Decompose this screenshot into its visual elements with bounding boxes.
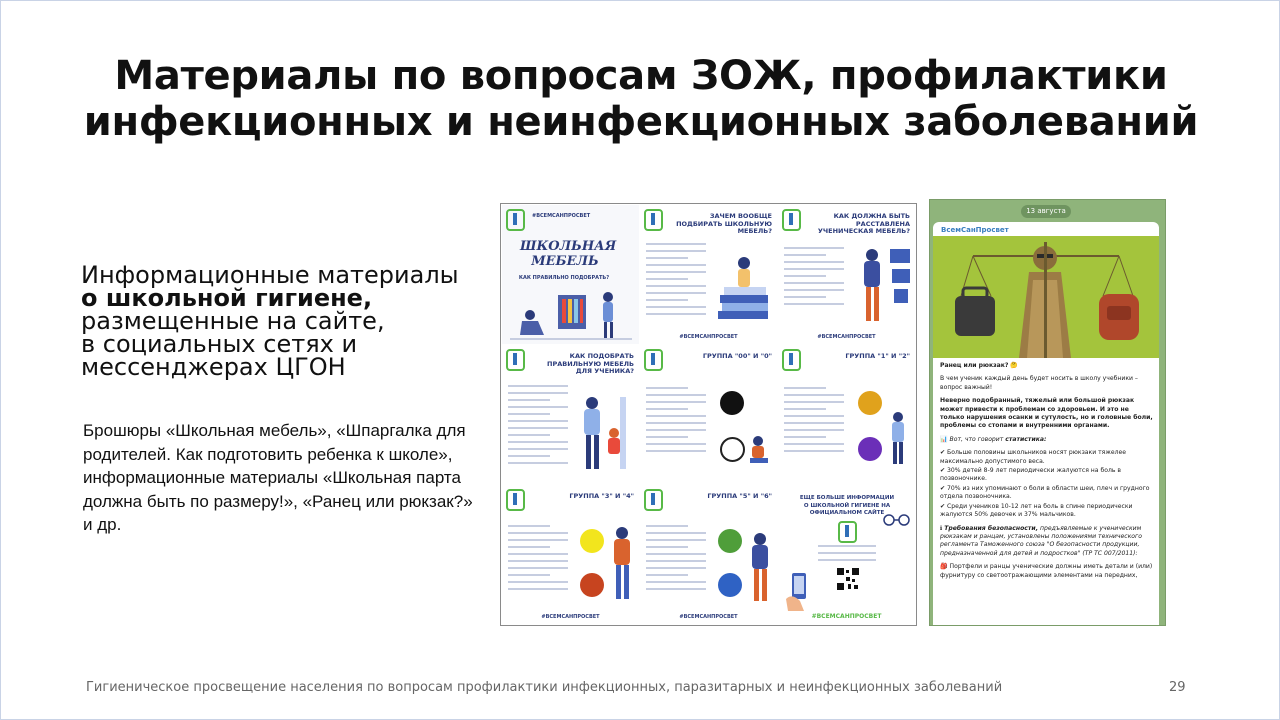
page-heading: ГРУППА "3" И "4" (569, 492, 634, 500)
check-icon: ✔ (940, 502, 946, 510)
page-heading: КАК ДОЛЖНА БЫТЬ РАССТАВЛЕНА УЧЕНИЧЕСКАЯ МЕБЕЛЬ? (817, 212, 910, 235)
page-tag: #ВСЕМСАНПРОСВЕТ (541, 614, 600, 620)
footer-text: Гигиеническое просвещение населения по вопросам профилактики инфекционных, паразитарных и неинфекционных заболеваний (86, 680, 1003, 695)
page-tag: #ВСЕМСАНПРОСВЕТ (811, 613, 882, 620)
page-number: 29 (1169, 680, 1186, 695)
post-text (940, 362, 1154, 585)
lead-line-1: Информационные материалы (81, 261, 459, 289)
page-tag: #ВСЕМСАНПРОСВЕТ (817, 334, 876, 340)
waving-student-illustration (744, 531, 776, 607)
logo-icon (782, 349, 801, 371)
brochure-page-why (640, 205, 777, 344)
backpack-emoji-icon: 🎒 (940, 563, 948, 571)
thinking-emoji-icon: 🤔 (1010, 362, 1018, 369)
color-dot-orange (858, 391, 882, 415)
cover-subtitle: КАК ПРАВИЛЬНО ПОДОБРАТЬ? (518, 275, 610, 281)
books-student-illustration (710, 245, 774, 327)
qr-code-icon (836, 567, 860, 591)
cover-tag: #ВСЕМСАНПРОСВЕТ (532, 213, 591, 219)
page-heading: ЕЩЕ БОЛЬШЕ ИНФОРМАЦИИ О ШКОЛЬНОЙ ГИГИЕНЕ НА ОФИЦИАЛЬНОМ САЙТЕ (799, 495, 895, 516)
logo-icon (644, 489, 663, 511)
slide-title (1, 53, 1280, 145)
measuring-child-illustration (570, 387, 636, 477)
brochure-page-group-3-4 (502, 485, 639, 624)
glasses-icon (882, 513, 912, 527)
brochure-page-arrangement (778, 205, 915, 344)
standing-student-illustration (850, 241, 912, 331)
color-dot-yellow (580, 529, 604, 553)
color-dot-black (720, 391, 744, 415)
phone-hand-icon (784, 571, 812, 611)
brochure-cover (502, 205, 639, 344)
post-paragraph-3-prefix: Вот, что говорит (949, 435, 1006, 443)
date-pill: 13 августа (1021, 205, 1071, 218)
brochure-page-more-info (778, 485, 915, 624)
post-paragraph-5: Портфели и ранцы ученические должны иметь детали и (или) фурнитуру со светоотражающими элементами на передних, (940, 563, 1153, 579)
reading-children-illustration (510, 285, 632, 341)
color-dot-blue (718, 573, 742, 597)
logo-icon (506, 489, 525, 511)
post-paragraph-1: В чем ученик каждый день будет носить в школу учебники – вопрос важный! (940, 375, 1138, 391)
bullet-3: 70% из них упоминают о боли в области шеи, плеч и грудного отдела позвоночника. (940, 484, 1150, 501)
logo-icon (644, 349, 663, 371)
bullet-2: 30% детей 8-9 лет периодически жалуются на боль в позвоночнике. (940, 467, 1121, 483)
logo-icon (782, 209, 801, 231)
post-paragraph-2: Неверно подобранный, тяжелый или большой рюкзак может привести к проблемам со здоровьем. И это не только нарушения осанки и сутулость, но и головные боли, проблемы со стопами и внутренними органами. (940, 397, 1153, 430)
check-icon: ✔ (940, 484, 946, 492)
lead-text (81, 261, 501, 381)
post-headline: Ранец или рюкзак? (940, 362, 1009, 369)
bullet-4: Среди учеников 10-12 лет на боль в спине периодически жалуются 50% девочек и 37% мальчиков. (940, 502, 1133, 519)
slide-title-line-2: инфекционных и неинфекционных заболеваний (83, 99, 1199, 145)
page-heading: КАК ПОДОБРАТЬ ПРАВИЛЬНУЮ МЕБЕЛЬ ДЛЯ УЧЕНИКА? (547, 352, 634, 375)
lead-line-3: размещенные на сайте, (81, 307, 385, 335)
info-icon: ℹ (940, 524, 943, 532)
color-dot-purple (858, 437, 882, 461)
color-dot-green (718, 529, 742, 553)
post-paragraph-4-bold: Требования безопасности, (944, 524, 1039, 532)
logo-icon (506, 349, 525, 371)
page-tag: #ВСЕМСАНПРОСВЕТ (679, 334, 738, 340)
page-heading: ГРУППА "5" И "6" (707, 492, 772, 500)
page-tag: #ВСЕМСАНПРОСВЕТ (679, 614, 738, 620)
justice-statue-illustration (933, 236, 1159, 358)
cover-title: ШКОЛЬНАЯ МЕБЕЛЬ (520, 239, 617, 269)
themis-backpack-image (933, 236, 1159, 358)
post-paragraph-3-bold: статистика: (1005, 435, 1047, 443)
slide-title-line-1: Материалы по вопросам ЗОЖ, профилактики (114, 53, 1168, 99)
lead-line-4: в социальных сетях и (81, 330, 358, 358)
description-text: Брошюры «Школьная мебель», «Шпаргалка для родителей. Как подготовить ребенка к школе», информационные материалы «Школьная парта должна быть по размеру!», «Ранец или рюкзак?» и др. (83, 421, 473, 534)
student-with-backpack-illustration (606, 525, 638, 605)
brochure-collage (500, 203, 917, 626)
lead-line-5: мессенджерах ЦГОН (81, 353, 346, 381)
page-heading: ЗАЧЕМ ВООБЩЕ ПОДБИРАТЬ ШКОЛЬНУЮ МЕБЕЛЬ? (676, 212, 772, 235)
check-icon: ✔ (940, 449, 946, 457)
telegram-post-screenshot (929, 199, 1166, 626)
telegram-message (933, 222, 1159, 626)
lead-bold: о школьной гигиене (81, 284, 363, 312)
chart-emoji-icon: 📊 (940, 435, 948, 443)
color-dot-red (580, 573, 604, 597)
check-icon: ✔ (940, 467, 946, 475)
sitting-child-illustration (744, 435, 774, 469)
page-heading: ГРУППА "00" И "0" (702, 352, 772, 360)
logo-icon (644, 209, 663, 231)
page-heading: ГРУППА "1" И "2" (845, 352, 910, 360)
logo-icon (506, 209, 525, 231)
bullet-1: Больше половины школьников носят рюкзаки тяжелее максимально допустимого веса. (940, 449, 1126, 465)
post-paragraph-4: предъявляемые к ученическим рюкзакам и ранцам, установлены положениями технического регламента Таможенного союза "О безопасности продукции, предназначенной для детей и подростков" (ТР ТС 007/2011): (940, 524, 1142, 557)
brochure-page-group-5-6 (640, 485, 777, 624)
lead-bold-comma: , (362, 284, 373, 312)
brochure-page-group-00-0 (640, 345, 777, 484)
child-with-book-illustration (884, 409, 912, 469)
logo-icon (838, 521, 857, 543)
channel-name[interactable]: ВсемСанПросвет (941, 226, 1009, 234)
brochure-page-how (502, 345, 639, 484)
brochure-page-group-1-2 (778, 345, 915, 484)
color-dot-white (720, 437, 745, 462)
